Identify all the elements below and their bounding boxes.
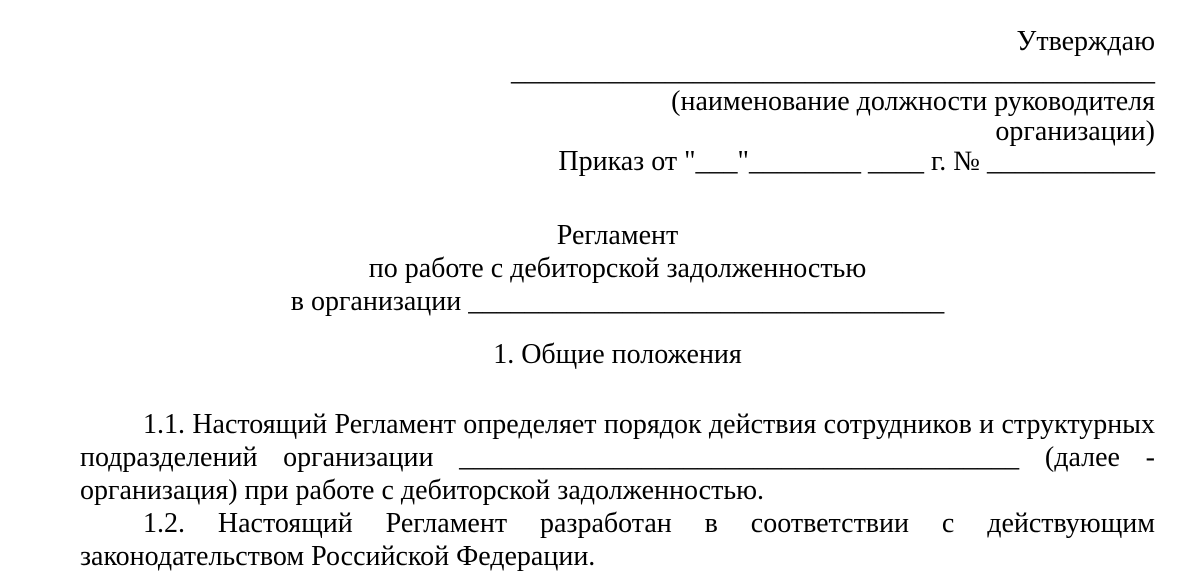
title-line-1: Регламент — [556, 220, 679, 251]
organization-prefix: в организации — [290, 286, 462, 317]
position-hint-line-1: (наименование должности руководителя — [671, 86, 1155, 117]
organization-blank-line: __________________________________ — [468, 286, 945, 317]
order-number-line: Приказ от "___"________ ____ г. № ____________ — [558, 146, 1155, 177]
approval-block — [80, 27, 1155, 177]
paragraph-1-1-line-1: 1.1. Настоящий Регламент определяет порядок действия сотрудников и структурных — [143, 409, 1155, 440]
title-line-3 — [80, 285, 1155, 318]
title-line-2: по работе с дебиторской задолженностью — [368, 253, 867, 284]
paragraph-1-2-line-1: 1.2. Настоящий Регламент разработан в соответствии с действующим — [143, 508, 1155, 539]
approve-label: Утверждаю — [1016, 26, 1155, 57]
document-body — [80, 408, 1155, 573]
document-title-block — [80, 219, 1155, 318]
paragraph-1-2-line-2: законодательством Российской Федерации. — [80, 541, 596, 572]
signature-blank-line: ______________________________________________ — [511, 56, 1155, 87]
position-hint-line-2: организации) — [995, 116, 1155, 147]
section-heading: 1. Общие положения — [493, 339, 742, 370]
paragraph-1-1-line-3: организация) при работе с дебиторской задолженностью. — [80, 475, 765, 506]
paragraph-1-1-line-2: подразделений организации ________________________________________ (далее - — [80, 442, 1155, 473]
